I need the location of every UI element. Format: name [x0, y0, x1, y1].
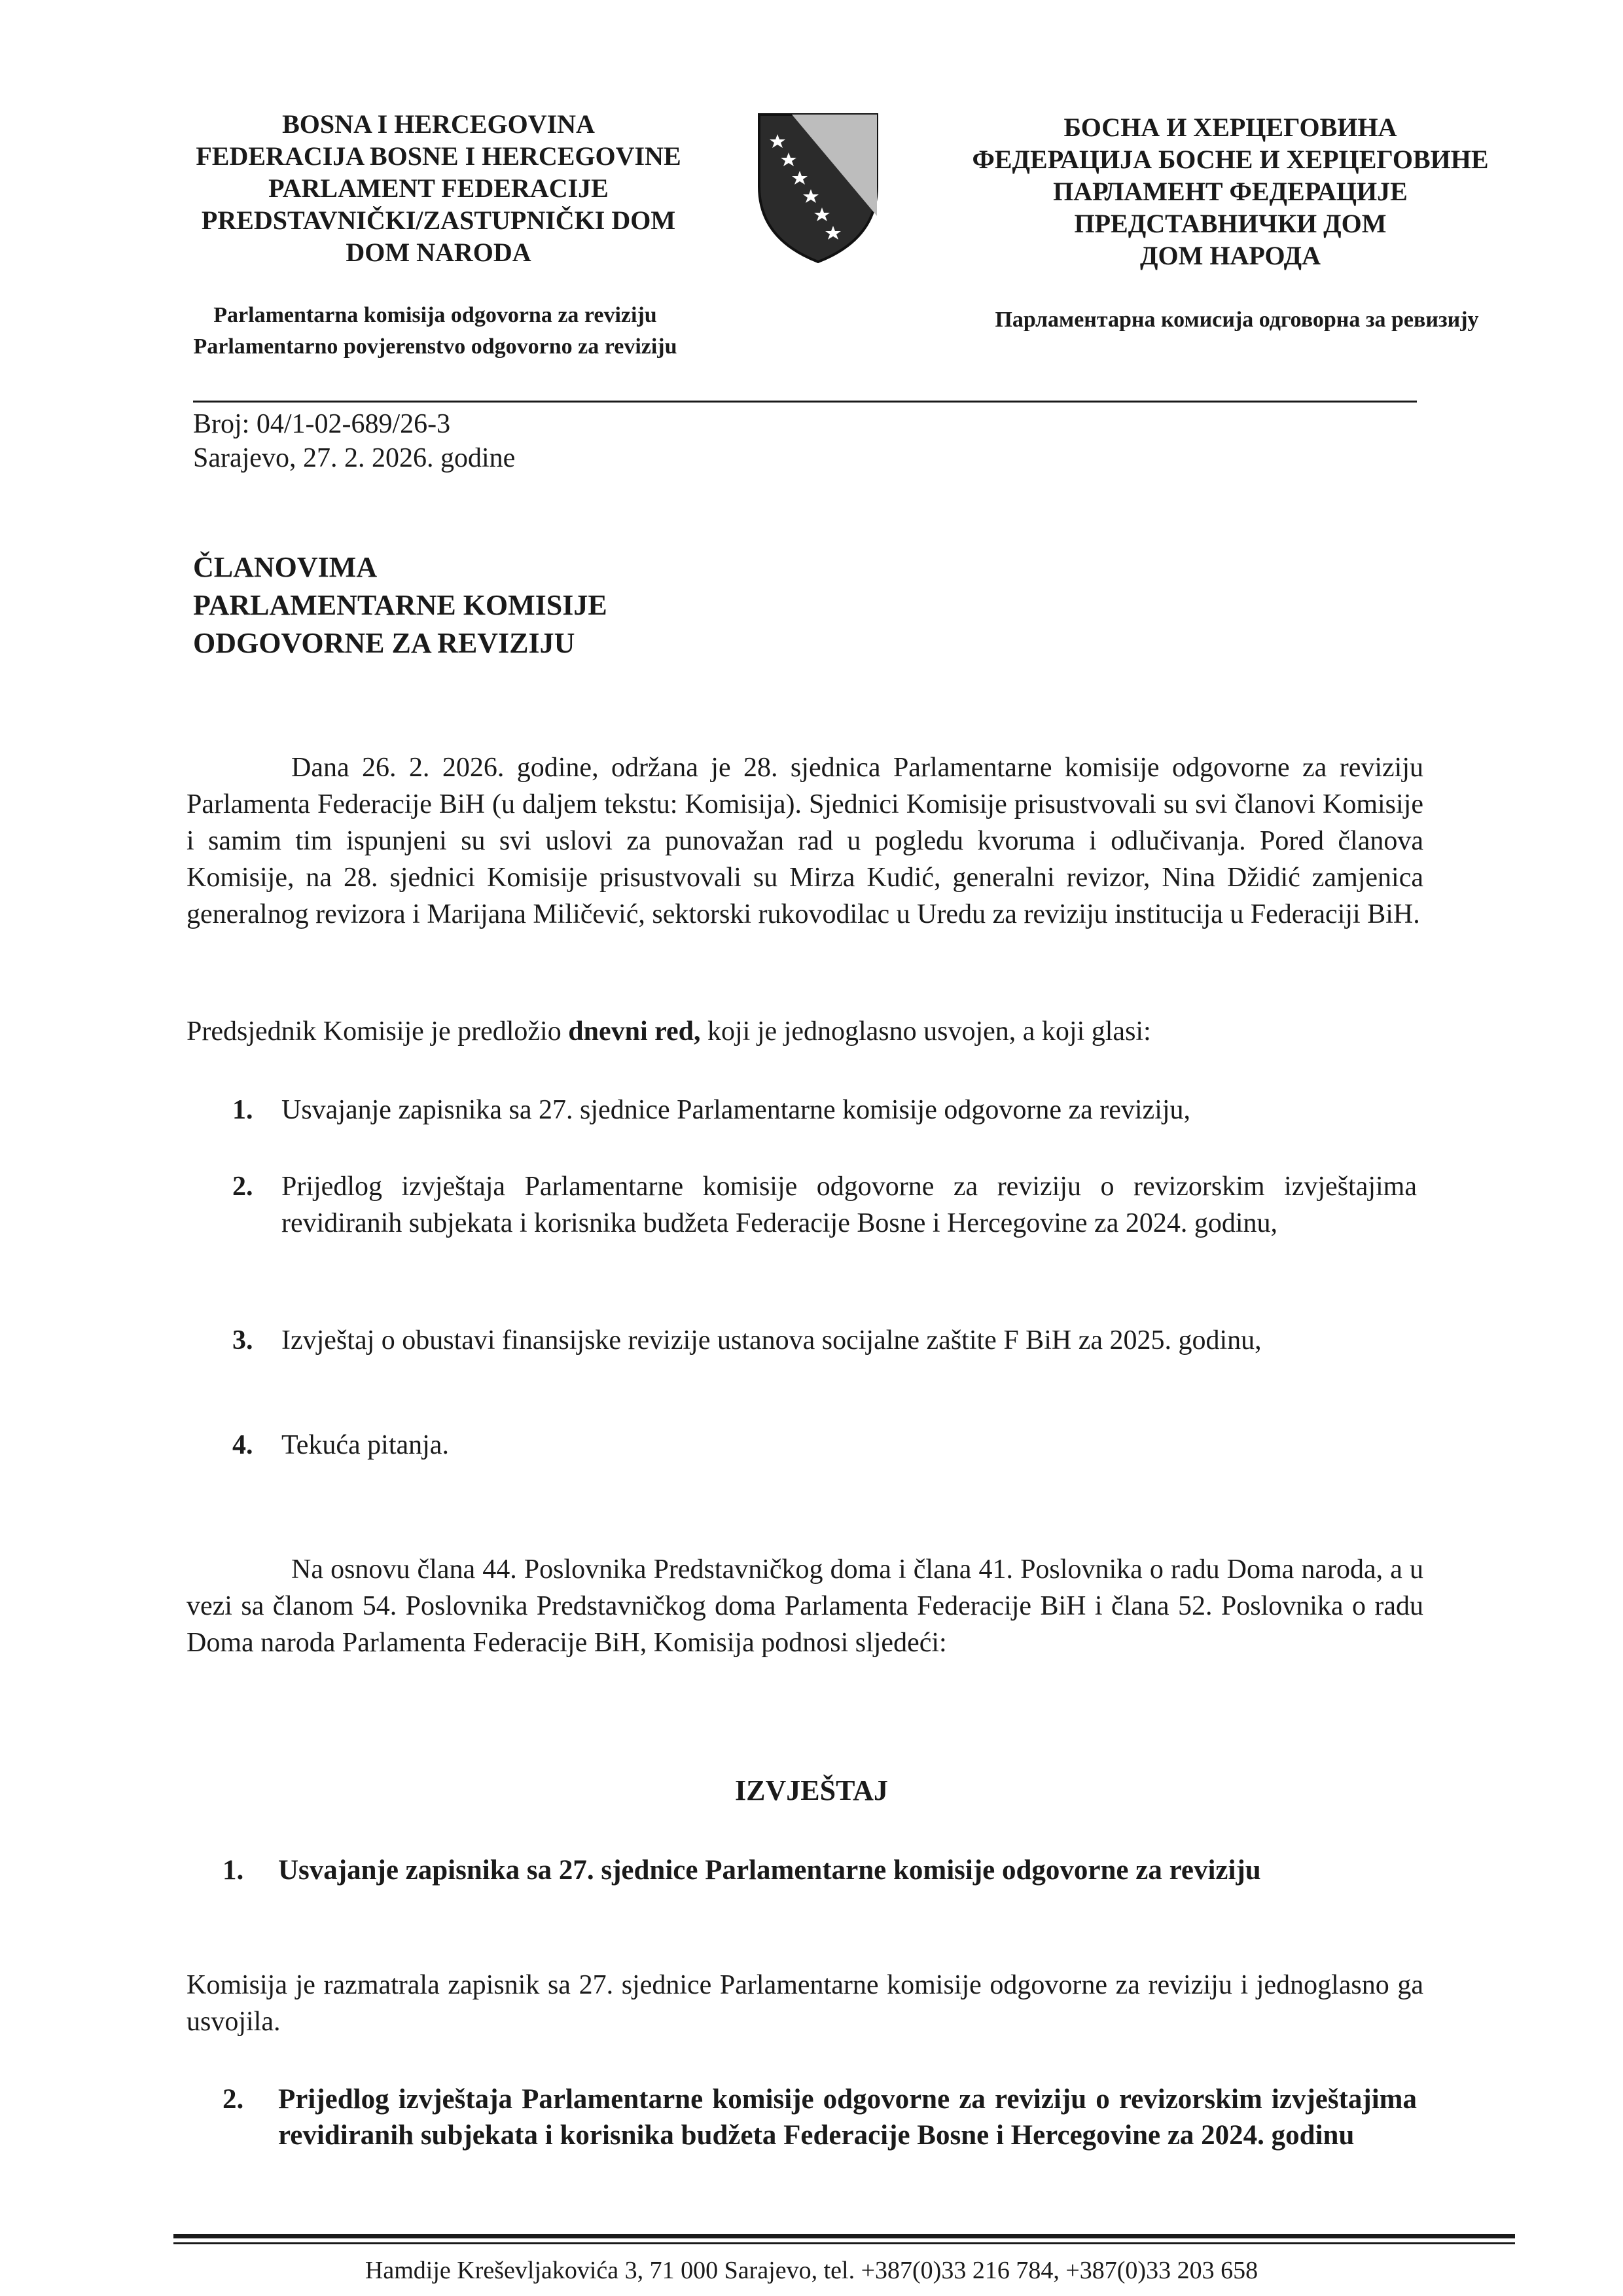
footer-address: Hamdije Kreševljakovića 3, 71 000 Sarajevo, tel. +387(0)33 216 784, +387(0)33 203 658	[365, 2257, 1258, 2284]
agenda-intro-bold: dnevni red,	[568, 1016, 701, 1047]
addressee-line: PARLAMENTARNE KOMISIJE	[193, 589, 607, 621]
letterhead-left	[131, 108, 746, 268]
letterhead-right-line: ПРЕДСТАВНИЧКИ ДОМ	[1074, 209, 1387, 238]
section-title: Prijedlog izvještaja Parlamentarne komisije odgovorne za reviziju o revizorskim izvještajima revidiranih subjekata i korisnika budžeta Federacije Bosne i Hercegovine za 2024. godinu	[278, 2084, 1417, 2151]
letterhead-left-line: PREDSTAVNIČKI/ZASTUPNIČKI DOM	[201, 206, 676, 235]
letterhead-right-line: ДОМ НАРОДА	[1139, 241, 1321, 270]
agenda-item-number: 2.	[232, 1172, 253, 1202]
report-section-heading	[223, 1852, 1417, 1888]
section-title: Usvajanje zapisnika sa 27. sjednice Parlamentarne komisije odgovorne za reviziju	[278, 1855, 1261, 1886]
agenda-item-text: Prijedlog izvještaja Parlamentarne komisije odgovorne za reviziju o revizorskim izvještajima revidiranih subjekata i korisnika budžeta Federacije Bosne i Hercegovine za 2024. godinu,	[281, 1172, 1417, 1238]
commission-name-left	[105, 300, 766, 363]
agenda-item	[232, 1168, 1417, 1242]
letterhead-right-line: БОСНА И ХЕРЦЕГОВИНА	[1063, 113, 1397, 142]
report-title: IZVJEŠTAJ	[735, 1774, 888, 1806]
agenda-intro-text-end: koji je jednoglasno usvojen, a koji glasi:	[700, 1016, 1151, 1047]
letterhead-left-line: PARLAMENT FEDERACIJE	[268, 173, 609, 203]
commission-line: Parlamentarna komisija odgovorna za reviziju	[213, 303, 657, 327]
header-divider	[193, 401, 1417, 403]
agenda-item	[232, 1427, 1417, 1463]
section-body: Komisija je razmatrala zapisnik sa 27. sjednice Parlamentarne komisije odgovorne za reviziju i jednoglasno ga usvojila.	[187, 1970, 1423, 2037]
agenda-item-text: Usvajanje zapisnika sa 27. sjednice Parlamentarne komisije odgovorne za reviziju,	[281, 1095, 1191, 1125]
intro-paragraph: Dana 26. 2. 2026. godine, održana je 28. sjednica Parlamentarne komisije odgovorne za reviziju Parlamenta Federacije BiH (u daljem tekstu: Komisija). Sjednici Komisije prisustvovali su svi članovi Komisije i samim tim ispunjeni su svi uslovi za punovažan rad u pogledu kvoruma i odlučivanja. Pored članova Komisije, na 28. sjednici Komisije prisustvovali su Mirza Kudić, generalni revizor, Nina Džidić zamjenica generalnog revizora i Marijana Miličević, sektorski rukovodilac u Uredu za reviziju institucija u Federaciji BiH.	[187, 753, 1423, 929]
addressee-line: ČLANOVIMA	[193, 551, 378, 583]
commission-line: Parlamentarno povjerenstvo odgovorno za reviziju	[193, 334, 677, 359]
commission-line: Парламентарна комисија одговорна за ревизију	[995, 308, 1479, 332]
letterhead-left-line: FEDERACIJA BOSNE I HERCEGOVINE	[196, 141, 681, 171]
section-number: 1.	[223, 1855, 244, 1886]
footer-divider-thin	[173, 2242, 1515, 2244]
addressee	[193, 548, 607, 662]
reference-number: Broj: 04/1-02-689/26-3	[193, 409, 451, 439]
addressee-line: ODGOVORNE ZA REVIZIJU	[193, 627, 575, 659]
section-number: 2.	[223, 2084, 244, 2115]
report-section-heading	[223, 2081, 1417, 2153]
letterhead-right-line: ФЕДЕРАЦИЈА БОСНЕ И ХЕРЦЕГОВИНЕ	[972, 145, 1489, 174]
agenda-item	[232, 1322, 1417, 1359]
letterhead-left-line: BOSNA I HERCEGOVINA	[282, 109, 595, 139]
letterhead-left-line: DOM NARODA	[346, 238, 531, 267]
agenda-item-number: 1.	[232, 1095, 253, 1125]
letterhead-right-line: ПАРЛАМЕНТ ФЕДЕРАЦИЈЕ	[1053, 177, 1408, 206]
agenda-item-number: 3.	[232, 1325, 253, 1355]
agenda-intro-text: Predsjednik Komisije je predložio	[187, 1016, 569, 1047]
letterhead-right	[903, 111, 1558, 272]
place-date: Sarajevo, 27. 2. 2026. godine	[193, 443, 516, 473]
agenda-intro	[187, 1013, 1423, 1050]
agenda-item-text: Tekuća pitanja.	[281, 1430, 449, 1460]
coat-of-arms-icon	[753, 108, 883, 265]
legal-basis-paragraph: Na osnovu člana 44. Poslovnika Predstavničkog doma i člana 41. Poslovnika o radu Doma naroda, a u vezi sa članom 54. Poslovnika Predstavničkog doma Parlamenta Federacije BiH i člana 52. Poslovnika o radu Doma naroda Parlamenta Federacije BiH, Komisija podnosi sljedeći:	[187, 1554, 1423, 1658]
commission-name-right	[910, 304, 1564, 336]
agenda-item-text: Izvještaj o obustavi finansijske revizije ustanova socijalne zaštite F BiH za 2025. godinu,	[281, 1325, 1262, 1355]
footer-divider	[173, 2234, 1515, 2238]
agenda-item	[232, 1092, 1417, 1128]
agenda-item-number: 4.	[232, 1430, 253, 1460]
